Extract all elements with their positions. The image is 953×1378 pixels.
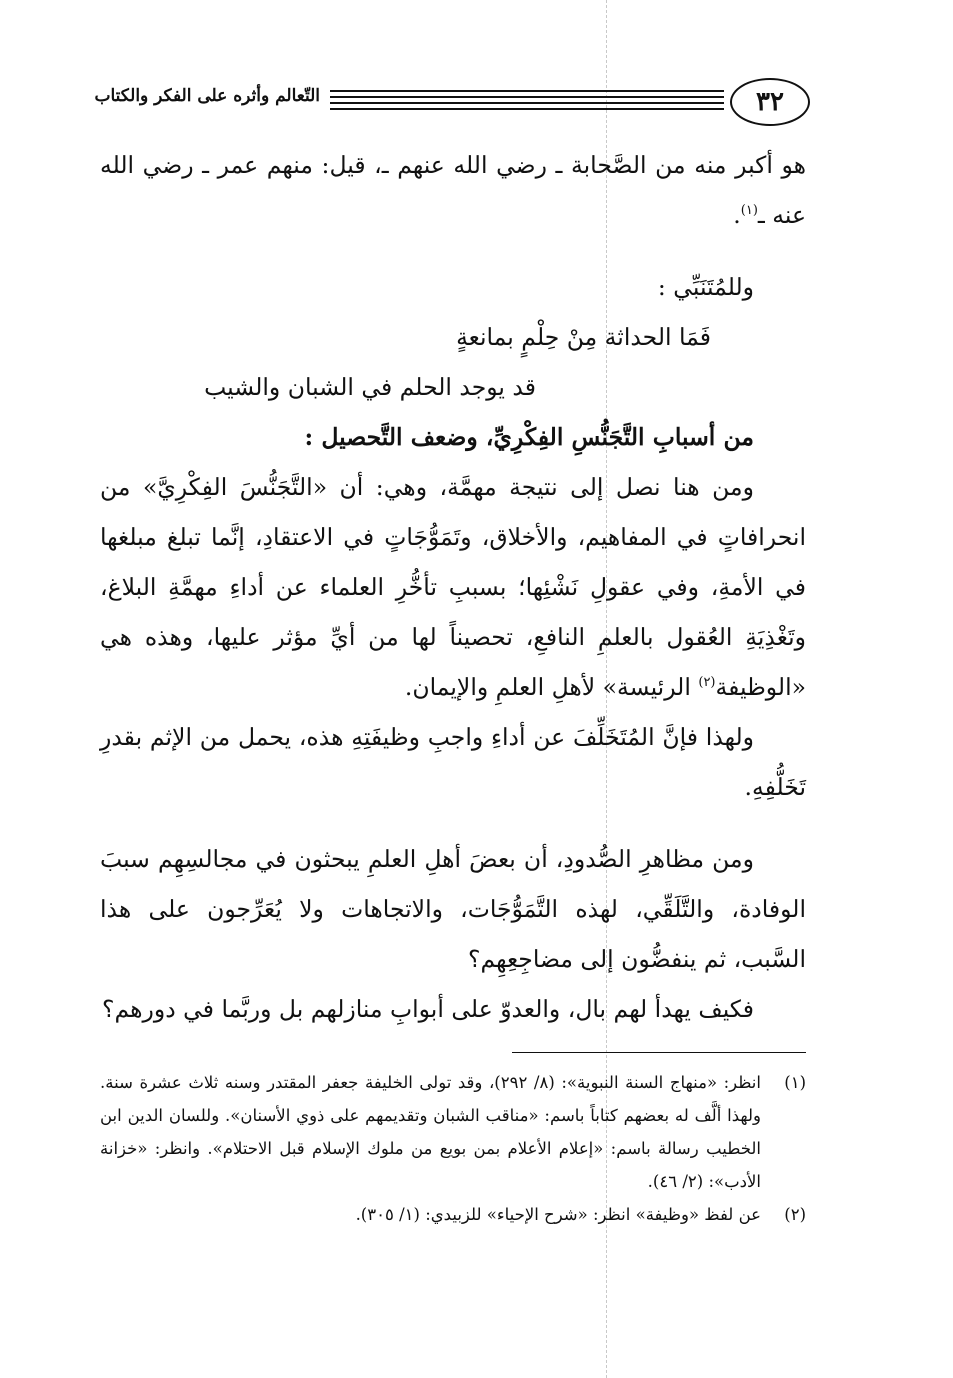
paragraph-text: هو أكبر منه من الصَّحابة ـ رضي الله عنهم ـ، قيل: منهم عمر ـ رضي الله عنه ـ [100, 151, 806, 229]
footnote-ref-2[interactable]: (٢) [698, 675, 716, 691]
footnote-separator [512, 1052, 806, 1053]
footnote-number: (١) [784, 1073, 806, 1092]
footnote-text: عن لفظ «وظيفة» انظر: «شرح الإحياء» للزبيدي: (١/ ٣٠٥). [355, 1205, 761, 1224]
running-title: التّعالم وأثره على الفكر والكتاب [94, 86, 320, 106]
paragraph-text: ومن هنا نصل إلى نتيجة مهمَّة، وهي: أن «التَّجَنُّسَ الفِكْرِيَّ» من انحرافاتٍ في المفاهيم، والأخلاق، وتَمَوُّجَاتٍ في الاعتقادِ، إنَّما تبلغ مبلغها في الأمةِ، وفي عقولِ نَشْئِها؛ بسببِ تأخُّرِ العلماء عن أداءِ مهمَّةِ البلاغ، وتَغْذِيَةِ العُقول بالعلمِ النافعِ، تحصيناً لها من أيِّ مؤثر عليها، وهذه هي «الوظيفة [100, 473, 806, 701]
footnote-number: (٢) [784, 1205, 806, 1224]
section-heading: من أسبابِ التَّجَنُّسِ الفِكْرِيِّ، وضعف التَّحصيل : [304, 423, 754, 451]
paragraph-text: الرئيسة» لأهلِ العلمِ والإيمان. [404, 673, 699, 701]
paragraph-aversion: ومن مظاهرِ الصُّدودِ، أن بعضَ أهلِ العلمِ يبحثون في مجالسِهِم سببَ الوفادة، والتَّلَقِّي، لهذه التَّمَوُّجَات، والاتجاهات ولا يُعَرِّجون على هذا السَّبب، ثم ينفضُّون إلى مضاجِعِهِم؟ [100, 845, 806, 973]
footnote-ref-1[interactable]: (١) [740, 203, 758, 219]
header-rule [330, 108, 724, 110]
paragraph-continuation [100, 140, 806, 240]
footnotes [100, 1066, 806, 1231]
paragraph-duty: ولهذا فإنَّ المُتَخَلِّفَ عن أداءِ واجبِ وظيفَتِهِ هذه، يحمل من الإثم بقدرِ تَخَلُّفِهِ. [100, 723, 806, 801]
footnote-2 [100, 1198, 806, 1231]
paragraph-conclusion [100, 462, 806, 712]
page-number: ٣٢ [730, 78, 810, 126]
page-header [94, 78, 810, 124]
header-rule [330, 96, 724, 98]
footnote-text: انظر: «منهاج السنة النبوية»: (٨/ ٢٩٢)، وقد تولى الخليفة جعفر المقتدر وسنه ثلاث عشرة سنة. ولهذا ألَّف له بعضهم كتاباً باسم: «مناقب الشبان وتقديمهم على ذوي الأسنان». وللسان الدين ابن الخطيب رسالة باسم: «إعلام الأعلام بمن بويع من ملوك الإسلام قبل الاحتلام». وانظر: «خزانة الأدب»: (٢/ ٤٦). [100, 1073, 761, 1191]
footnote-1 [100, 1066, 806, 1198]
header-rule [330, 102, 724, 104]
verse-line-2: قد يوجد الحلم في الشبان والشيب [204, 373, 536, 401]
main-text [100, 140, 806, 1034]
poet-intro: وللمُتَنَبِّي : [657, 273, 754, 301]
paragraph-end: . [733, 201, 741, 229]
verse-line-1: فَمَا الحداثة مِنْ حِلْمٍ بمانعةٍ [456, 323, 711, 351]
paragraph-question: فكيف يهدأ لهم بال، والعدوّ على أبوابِ منازلهم بل وربَّما في دورهم؟ [102, 995, 754, 1023]
header-rule [330, 90, 724, 92]
